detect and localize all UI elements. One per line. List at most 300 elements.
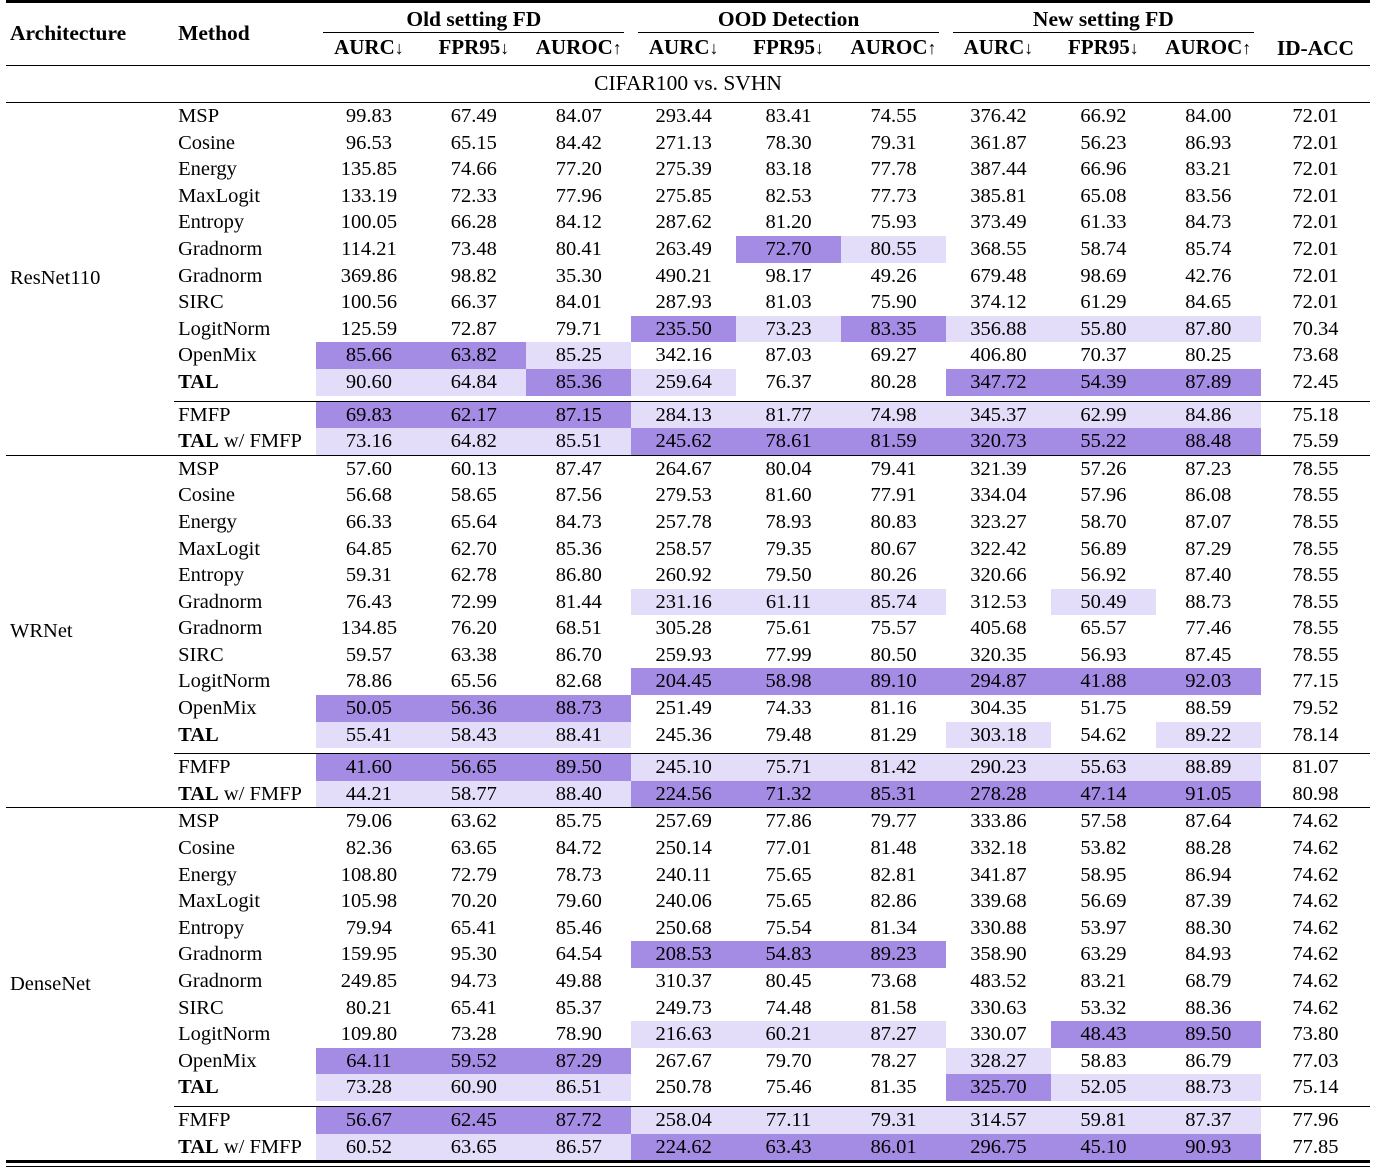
table-row [6,862,1370,889]
header-metric-2-0: AURC↓ [963,35,1034,59]
method-label: Gradnorm [178,617,263,640]
method-label: LogitNorm [178,670,271,693]
metric-cell: 56.65 [421,754,526,781]
metric-cell: 405.68 [970,617,1027,640]
metric-cell: 84.01 [555,291,602,314]
metric-cell: 50.49 [1051,589,1156,616]
method-label: Entropy [178,564,245,587]
metric-cell: 74.55 [870,105,917,127]
metric-cell: 80.04 [765,457,812,480]
results-table [6,0,1370,1167]
metric-cell: 56.23 [1080,131,1127,154]
metric-cell: 53.82 [1080,837,1127,860]
metric-cell: 69.83 [316,402,421,429]
metric-cell: 62.78 [450,564,497,587]
metric-cell: 330.88 [970,916,1027,939]
arrow-icon: ↓ [500,38,510,58]
metric-cell: 77.85 [1292,1135,1339,1158]
metric-cell: 86.70 [555,643,602,666]
metric-cell: 76.37 [765,370,812,393]
method-label: TAL w/ FMFP [178,430,302,453]
metric-cell: 58.95 [1080,863,1127,886]
metric-cell: 64.11 [316,1048,421,1075]
metric-cell: 62.99 [1051,402,1156,429]
metric-cell: 260.92 [655,564,712,587]
metric-cell: 74.62 [1292,943,1339,966]
metric-cell: 57.96 [1080,484,1127,507]
metric-cell: 61.11 [736,589,841,616]
metric-cell: 376.42 [970,105,1027,127]
metric-cell: 81.44 [555,590,602,613]
metric-cell: 57.58 [1080,810,1127,833]
metric-cell: 70.20 [450,890,497,913]
table-row [6,428,1370,455]
metric-cell: 63.65 [421,1134,526,1162]
metric-cell: 68.51 [555,617,602,640]
metric-cell: 49.88 [555,970,602,992]
arrow-icon: ↓ [815,38,825,58]
table-row [6,509,1370,536]
metric-cell: 86.51 [526,1074,631,1101]
metric-cell: 77.01 [765,837,812,860]
metric-cell: 84.93 [1185,943,1232,966]
metric-cell: 41.88 [1051,668,1156,695]
method-label: MSP [178,457,220,480]
metric-cell: 133.19 [340,184,398,207]
metric-cell: 356.88 [946,316,1051,343]
metric-cell: 224.56 [631,781,736,808]
metric-cell: 89.50 [526,754,631,781]
metric-cell: 88.36 [1185,996,1232,1019]
table-row [6,209,1370,236]
metric-cell: 81.34 [870,916,917,939]
metric-cell: 387.44 [970,158,1027,181]
metric-cell: 81.03 [765,291,812,314]
metric-cell: 89.50 [1156,1021,1261,1048]
metric-cell: 74.62 [1292,970,1339,992]
metric-cell: 84.65 [1185,291,1232,314]
metric-cell: 87.64 [1185,810,1232,833]
metric-cell: 258.57 [655,537,712,560]
metric-cell: 79.70 [765,1049,812,1072]
metric-cell: 77.86 [765,810,812,833]
method-label: TAL [178,370,219,393]
metric-cell: 47.14 [1051,781,1156,808]
metric-cell: 86.93 [1185,131,1232,154]
metric-cell: 385.81 [970,184,1027,207]
metric-cell: 86.57 [526,1134,631,1162]
metric-cell: 75.57 [870,617,917,640]
metric-cell: 56.36 [421,695,526,722]
metric-cell: 57.26 [1080,457,1127,480]
metric-cell: 56.92 [1080,564,1127,587]
metric-cell: 81.77 [736,402,841,429]
table-row [6,1107,1370,1134]
metric-cell: 109.80 [340,1023,398,1046]
metric-cell: 65.57 [1080,617,1127,640]
method-label: TAL w/ FMFP [178,1135,302,1158]
metric-cell: 78.27 [870,1049,917,1072]
metric-cell: 88.30 [1185,916,1232,939]
arrow-icon: ↑ [927,38,937,58]
metric-cell: 51.75 [1080,697,1127,720]
metric-cell: 74.62 [1292,837,1339,860]
metric-cell: 114.21 [341,237,397,260]
metric-cell: 85.75 [555,810,602,833]
metric-cell: 314.57 [946,1107,1051,1134]
table-row [6,103,1370,130]
metric-cell: 303.18 [946,722,1051,749]
metric-cell: 73.48 [450,237,497,260]
metric-cell: 79.31 [841,1107,946,1134]
metric-cell: 85.25 [526,342,631,369]
metric-cell: 320.73 [946,428,1051,455]
metric-cell: 58.70 [1080,510,1127,533]
header-metric-0-1: FPR95↓ [438,35,510,59]
metric-cell: 62.17 [421,402,526,429]
metric-cell: 79.06 [345,810,392,833]
metric-cell: 80.21 [345,996,392,1019]
metric-cell: 87.29 [1185,537,1232,560]
metric-cell: 65.15 [450,131,497,154]
metric-cell: 84.12 [555,211,602,234]
metric-cell: 89.22 [1156,722,1261,749]
metric-cell: 66.92 [1080,105,1127,127]
metric-cell: 73.23 [736,316,841,343]
metric-cell: 245.10 [631,754,736,781]
metric-cell: 58.83 [1080,1049,1127,1072]
metric-cell: 240.06 [655,890,712,913]
metric-cell: 88.73 [1185,590,1232,613]
header-architecture: Architecture [10,21,127,45]
metric-cell: 68.79 [1185,970,1232,992]
table-row [6,668,1370,695]
metric-cell: 81.59 [841,428,946,455]
metric-cell: 44.21 [316,781,421,808]
metric-cell: 81.20 [765,211,812,234]
metric-cell: 75.90 [870,291,917,314]
metric-cell: 64.84 [421,369,526,396]
metric-cell: 65.41 [450,996,497,1019]
table-row [6,722,1370,749]
arrow-icon: ↓ [394,38,404,58]
metric-cell: 53.97 [1080,916,1127,939]
metric-cell: 98.69 [1080,264,1127,287]
metric-cell: 333.86 [970,810,1027,833]
table-row [6,1048,1370,1075]
metric-cell: 78.73 [555,863,602,886]
metric-cell: 258.04 [631,1107,736,1134]
metric-cell: 679.48 [970,264,1027,287]
method-label: Entropy [178,211,245,234]
arrow-icon: ↓ [1024,38,1034,58]
table-row [6,589,1370,616]
metric-cell: 58.43 [421,722,526,749]
metric-cell: 66.37 [450,291,497,314]
metric-cell: 78.90 [555,1023,602,1046]
metric-cell: 55.41 [316,722,421,749]
metric-cell: 74.62 [1292,996,1339,1019]
header-metric-1-0: AURC↓ [648,35,719,59]
method-label: MSP [178,810,220,833]
table-row [6,754,1370,781]
metric-cell: 82.86 [870,890,917,913]
metric-cell: 330.63 [970,996,1027,1019]
metric-cell: 85.36 [555,537,602,560]
metric-cell: 84.73 [1185,211,1232,234]
metric-cell: 250.14 [655,837,712,860]
metric-cell: 77.11 [736,1107,841,1134]
metric-cell: 95.30 [450,943,497,966]
table-row [6,236,1370,263]
metric-cell: 334.04 [970,484,1027,507]
metric-cell: 54.39 [1051,369,1156,396]
metric-cell: 85.74 [1185,237,1232,260]
metric-cell: 287.62 [655,211,712,234]
metric-cell: 257.69 [655,810,712,833]
arrow-icon: ↑ [612,38,622,58]
metric-cell: 325.70 [946,1074,1051,1101]
metric-cell: 75.65 [765,863,812,886]
metric-cell: 81.60 [765,484,812,507]
metric-cell: 328.27 [946,1048,1051,1075]
metric-cell: 71.32 [736,781,841,808]
metric-cell: 75.46 [765,1076,812,1099]
method-label: FMFP [178,1108,231,1131]
metric-cell: 85.74 [841,589,946,616]
table-row [6,316,1370,343]
metric-cell: 296.75 [946,1134,1051,1162]
metric-cell: 55.63 [1051,754,1156,781]
metric-cell: 249.85 [340,970,398,992]
metric-cell: 75.71 [736,754,841,781]
metric-cell: 54.62 [1080,723,1127,746]
metric-cell: 88.89 [1156,754,1261,781]
metric-cell: 73.68 [1292,344,1339,367]
metric-cell: 79.94 [345,916,392,939]
metric-cell: 78.86 [345,670,392,693]
metric-cell: 80.28 [870,370,917,393]
metric-cell: 58.74 [1080,237,1127,260]
metric-cell: 74.62 [1292,810,1339,833]
metric-cell: 100.56 [340,291,398,314]
metric-cell: 49.26 [870,264,917,287]
metric-cell: 323.27 [970,510,1027,533]
metric-cell: 287.93 [655,291,712,314]
metric-cell: 85.37 [555,996,602,1019]
metric-cell: 245.36 [655,723,712,746]
metric-cell: 305.28 [655,617,712,640]
header-metric-0-0: AURC↓ [334,35,404,59]
method-label: MSP [178,105,220,127]
metric-cell: 83.18 [765,158,812,181]
method-label: Energy [178,510,237,533]
table-row [6,808,1370,835]
metric-cell: 70.34 [1292,317,1339,340]
method-label: Gradnorm [178,943,263,966]
table-row [6,888,1370,915]
metric-cell: 77.03 [1292,1049,1339,1072]
metric-cell: 279.53 [655,484,712,507]
metric-cell: 87.37 [1156,1107,1261,1134]
metric-cell: 240.11 [655,863,712,886]
metric-cell: 58.98 [736,668,841,695]
metric-cell: 80.45 [765,970,812,992]
metric-cell: 347.72 [946,369,1051,396]
metric-cell: 88.41 [526,722,631,749]
metric-cell: 60.52 [316,1134,421,1162]
metric-cell: 75.65 [765,890,812,913]
metric-cell: 41.60 [316,754,421,781]
metric-cell: 204.45 [631,668,736,695]
architecture-label: DenseNet [10,972,91,995]
metric-cell: 87.72 [526,1107,631,1134]
metric-cell: 87.56 [555,484,602,507]
metric-cell: 63.82 [421,342,526,369]
metric-cell: 75.59 [1292,430,1339,453]
metric-cell: 84.42 [555,131,602,154]
table-row [6,941,1370,968]
header-metric-1-2: AUROC↑ [850,35,937,59]
method-label: Energy [178,158,237,181]
metric-cell: 267.67 [655,1049,712,1072]
metric-cell: 83.56 [1185,184,1232,207]
method-label: TAL [178,1076,219,1099]
metric-cell: 60.13 [450,457,497,480]
metric-cell: 56.89 [1080,537,1127,560]
table-row [6,968,1370,995]
metric-cell: 304.35 [970,697,1027,720]
metric-cell: 74.62 [1292,890,1339,913]
method-label: OpenMix [178,697,257,720]
metric-cell: 72.01 [1292,264,1339,287]
arrow-icon: ↓ [1129,38,1139,58]
method-label: OpenMix [178,344,257,367]
metric-cell: 35.30 [555,264,602,287]
metric-cell: 216.63 [631,1021,736,1048]
metric-cell: 80.25 [1185,344,1232,367]
metric-cell: 88.28 [1185,837,1232,860]
metric-cell: 72.99 [450,590,497,613]
metric-cell: 56.67 [316,1107,421,1134]
metric-cell: 330.07 [970,1023,1027,1046]
table-row [6,995,1370,1022]
metric-cell: 75.93 [870,211,917,234]
metric-cell: 82.81 [870,863,917,886]
metric-cell: 48.43 [1051,1021,1156,1048]
metric-cell: 87.29 [526,1048,631,1075]
metric-cell: 75.61 [765,617,812,640]
metric-cell: 275.39 [655,158,712,181]
metric-cell: 70.37 [1080,344,1127,367]
metric-cell: 271.13 [655,131,712,154]
metric-cell: 79.77 [870,810,917,833]
metric-cell: 80.26 [870,564,917,587]
metric-cell: 361.87 [970,131,1027,154]
metric-cell: 66.96 [1080,158,1127,181]
method-label: Gradnorm [178,590,263,613]
metric-cell: 332.18 [970,837,1027,860]
metric-cell: 83.21 [1080,970,1127,992]
table-row [6,130,1370,157]
metric-cell: 63.62 [450,810,497,833]
metric-cell: 74.62 [1292,916,1339,939]
metric-cell: 72.33 [450,184,497,207]
metric-cell: 58.77 [421,781,526,808]
metric-cell: 80.83 [870,510,917,533]
method-label: Gradnorm [178,264,263,287]
metric-cell: 52.05 [1051,1074,1156,1101]
metric-cell: 294.87 [946,668,1051,695]
metric-cell: 293.44 [655,105,712,127]
table-row [6,1074,1370,1101]
metric-cell: 82.36 [345,837,392,860]
metric-cell: 62.45 [421,1107,526,1134]
metric-cell: 159.95 [340,943,398,966]
metric-cell: 65.08 [1080,184,1127,207]
table-row [6,1134,1370,1162]
metric-cell: 50.05 [316,695,421,722]
metric-cell: 81.07 [1292,756,1339,779]
metric-cell: 76.43 [345,590,392,613]
metric-cell: 259.64 [631,369,736,396]
header-group-row [6,3,1370,33]
metric-cell: 108.80 [340,863,398,886]
metric-cell: 135.85 [340,158,398,181]
metric-cell: 77.46 [1185,617,1232,640]
metric-cell: 77.99 [765,643,812,666]
metric-cell: 61.33 [1080,211,1127,234]
metric-cell: 245.62 [631,428,736,455]
metric-cell: 257.78 [655,510,712,533]
metric-cell: 79.71 [555,317,602,340]
metric-cell: 88.59 [1185,697,1232,720]
metric-cell: 87.23 [1185,457,1232,480]
metric-cell: 84.00 [1185,105,1232,127]
header-group-1: OOD Detection [631,3,946,33]
method-label: Cosine [178,131,236,154]
method-label: Cosine [178,484,236,507]
method-label: Cosine [178,837,236,860]
metric-cell: 53.32 [1080,996,1127,1019]
metric-cell: 64.85 [345,537,392,560]
metric-cell: 73.28 [450,1023,497,1046]
metric-cell: 134.85 [340,617,398,640]
metric-cell: 90.60 [316,369,421,396]
metric-cell: 87.40 [1185,564,1232,587]
table-row [6,835,1370,862]
method-label: TAL [178,723,219,746]
metric-cell: 275.85 [655,184,712,207]
metric-cell: 91.05 [1156,781,1261,808]
metric-cell: 61.29 [1080,291,1127,314]
metric-cell: 72.87 [450,317,497,340]
method-label: SIRC [178,643,224,666]
metric-cell: 369.86 [340,264,398,287]
table-row [6,695,1370,722]
metric-cell: 75.18 [1292,403,1339,426]
metric-cell: 87.45 [1185,643,1232,666]
metric-cell: 59.57 [345,643,392,666]
header-group-2: New setting FD [946,3,1261,33]
table-row [6,289,1370,316]
method-label: FMFP [178,403,231,426]
table-row [6,342,1370,369]
header-id-acc: ID-ACC [1276,36,1354,60]
metric-cell: 250.78 [655,1076,712,1099]
metric-cell: 79.52 [1292,697,1339,720]
metric-cell: 345.37 [946,402,1051,429]
